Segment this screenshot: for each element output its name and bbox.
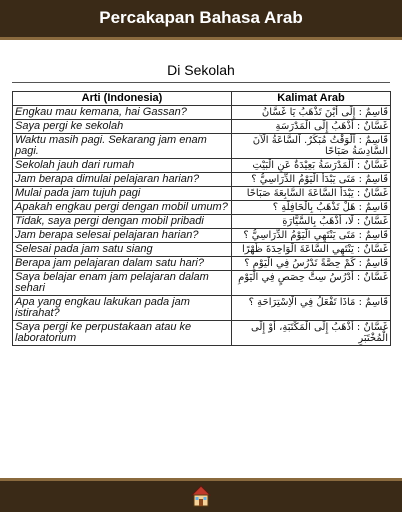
- table-row: [13, 229, 391, 243]
- table-row: [13, 120, 391, 134]
- indonesian-cell: Saya pergi ke sekolah: [13, 120, 232, 134]
- app-footer: [0, 478, 402, 512]
- column-header-indonesian: Arti (Indonesia): [13, 92, 232, 106]
- table-row: [13, 187, 391, 201]
- indonesian-cell: Jam berapa selesai pelajaran harian?: [13, 229, 232, 243]
- indonesian-cell: Apakah engkau pergi dengan mobil umum?: [13, 201, 232, 215]
- arabic-cell: غَسَّانٌ : أَذْهَبُ إِلَى الْمَكْتَبَةِ، أَوْ إِلَى الْمُخْتَبَرِ: [232, 321, 391, 346]
- indonesian-cell: Mulai pada jam tujuh pagi: [13, 187, 232, 201]
- arabic-cell: غَسَّانٌ : لَا، أَذْهَبُ بِالسَّيَّارَةِ: [232, 215, 391, 229]
- arabic-cell: قَاسِمٌ : هَلْ تَذْهَبُ بِالْحَافِلَةِ ؟: [232, 201, 391, 215]
- table-header-row: [13, 92, 391, 106]
- table-row: [13, 257, 391, 271]
- app-title: Percakapan Bahasa Arab: [99, 8, 303, 27]
- arabic-cell: قَاسِمٌ : مَتَى يَنْتَهِي الْيَوْمُ الدِّرَاسِيُّ ؟: [232, 229, 391, 243]
- indonesian-cell: Engkau mau kemana, hai Gassan?: [13, 106, 232, 120]
- table-row: [13, 201, 391, 215]
- home-button[interactable]: [191, 485, 211, 507]
- home-icon: [191, 485, 211, 507]
- table-row: [13, 296, 391, 321]
- indonesian-cell: Saya pergi ke perpustakaan atau ke laboratorium: [13, 321, 232, 346]
- app-header: [0, 0, 402, 40]
- table-row: [13, 173, 391, 187]
- indonesian-cell: Saya belajar enam jam pelajaran dalam sehari: [13, 271, 232, 296]
- table-row: [13, 159, 391, 173]
- indonesian-cell: Selesai pada jam satu siang: [13, 243, 232, 257]
- indonesian-cell: Berapa jam pelajaran dalam satu hari?: [13, 257, 232, 271]
- conversation-table: [12, 91, 391, 346]
- indonesian-cell: Tidak, saya pergi dengan mobil pribadi: [13, 215, 232, 229]
- table-row: [13, 106, 391, 120]
- arabic-cell: قَاسِمٌ : اَلْوَقْتُ مُبَكِّرٌ. اَلسَّاعَةُ الْآنَ السَّادِسَةُ صَبَاحًا: [232, 134, 391, 159]
- table-row: [13, 243, 391, 257]
- column-header-arabic: Kalimat Arab: [232, 92, 391, 106]
- arabic-cell: قَاسِمٌ : كَمْ حِصَّةً تَدْرُسُ فِي الْيَوْمِ ؟: [232, 257, 391, 271]
- table-row: [13, 321, 391, 346]
- arabic-cell: قَاسِمٌ : مَتَى يَبْدَأُ الْيَوْمُ الدِّرَاسِيُّ ؟: [232, 173, 391, 187]
- indonesian-cell: Apa yang engkau lakukan pada jam istirahat?: [13, 296, 232, 321]
- arabic-cell: قَاسِمٌ : إِلَى أَيْنَ تَذْهَبُ يَا غَسَّانُ: [232, 106, 391, 120]
- indonesian-cell: Waktu masih pagi. Sekarang jam enam pagi.: [13, 134, 232, 159]
- arabic-cell: غَسَّانٌ : يَنْتَهِي السَّاعَةَ الْوَاحِدَةَ ظُهْرًا: [232, 243, 391, 257]
- table-row: [13, 271, 391, 296]
- arabic-cell: غَسَّانٌ : يَبْدَأُ السَّاعَةَ السَّابِعَةَ صَبَاحًا: [232, 187, 391, 201]
- arabic-cell: قَاسِمٌ : مَاذَا تَفْعَلُ فِي الْاِسْتِرَاحَةِ ؟: [232, 296, 391, 321]
- lesson-title: Di Sekolah: [167, 62, 235, 78]
- indonesian-cell: Jam berapa dimulai pelajaran harian?: [13, 173, 232, 187]
- title-divider: [12, 82, 390, 83]
- table-row: [13, 134, 391, 159]
- indonesian-cell: Sekolah jauh dari rumah: [13, 159, 232, 173]
- arabic-cell: غَسَّانٌ : اَلْمَدْرَسَةُ بَعِيْدَةٌ عَنِ الْبَيْتِ: [232, 159, 391, 173]
- arabic-cell: غَسَّانٌ : أَدْرُسُ سِتَّ حِصَصٍ فِي الْيَوْمِ: [232, 271, 391, 296]
- table-row: [13, 215, 391, 229]
- arabic-cell: غَسَّانٌ : أَذْهَبُ إِلَى الْمَدْرَسَةِ: [232, 120, 391, 134]
